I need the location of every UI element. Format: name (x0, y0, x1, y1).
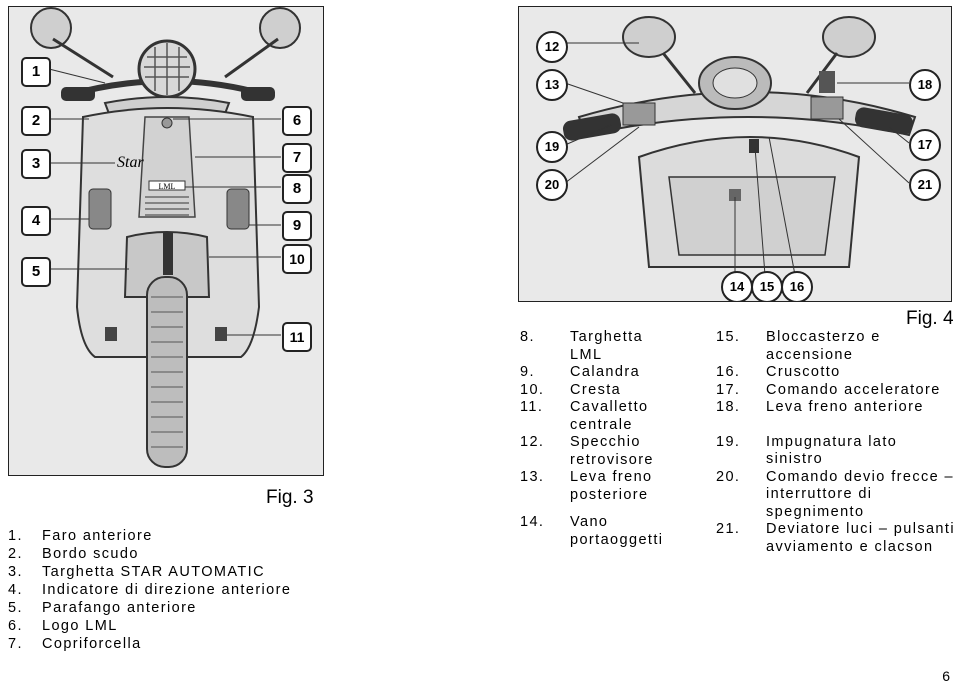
callout-6: 6 (282, 106, 312, 136)
scooter-front-drawing (9, 7, 323, 475)
legend-item: 21. Deviatore luci – pulsanti avviamento e clacson (716, 521, 955, 555)
callout-9: 9 (282, 211, 312, 241)
lml-badge-text: LML (158, 182, 176, 191)
callout-10: 10 (282, 244, 312, 274)
callout-17: 17 (909, 129, 941, 161)
legend-item: 1. Faro anteriore (8, 528, 153, 544)
callout-19: 19 (536, 131, 568, 163)
page-number: 6 (942, 668, 950, 684)
fig4-illustration (518, 6, 952, 302)
callout-5: 5 (21, 257, 51, 287)
callout-18: 18 (909, 69, 941, 101)
legend-item: 20. Comando devio frecce – interruttore di spegnimento (716, 468, 954, 520)
legend-item: 9. Calandra (520, 364, 641, 380)
callout-21: 21 (909, 169, 941, 201)
legend-item: 6. Logo LML (8, 618, 118, 634)
legend-item: 15. Bloccasterzo e accensione (716, 329, 881, 363)
callout-13: 13 (536, 69, 568, 101)
callout-11: 11 (282, 322, 312, 352)
legend-item: 8. Targhetta LML (520, 329, 644, 363)
fig3-illustration (8, 6, 324, 476)
callout-2: 2 (21, 106, 51, 136)
fig3-caption: Fig. 3 (266, 487, 314, 508)
legend-item: 13. Leva freno posteriore (520, 469, 653, 503)
legend-item: 19. Impugnatura lato sinistro (716, 433, 898, 467)
legend-item: 12. Specchio retrovisore (520, 434, 654, 468)
star-emblem-text: Star (117, 154, 144, 171)
fig4-legend-right (716, 329, 956, 556)
handlebar-drawing (519, 7, 951, 301)
callout-1: 1 (21, 57, 51, 87)
legend-item: 4. Indicatore di direzione anteriore (8, 582, 292, 598)
legend-item: 2. Bordo scudo (8, 546, 139, 562)
legend-item: 14. Vano portaoggetti (520, 514, 664, 548)
fig4-legend-left (520, 329, 680, 549)
callout-16: 16 (781, 271, 813, 302)
callout-20: 20 (536, 169, 568, 201)
callout-3: 3 (21, 149, 51, 179)
callout-7: 7 (282, 143, 312, 173)
legend-item: 17. Comando acceleratore (716, 381, 941, 398)
callout-8: 8 (282, 174, 312, 204)
callout-12: 12 (536, 31, 568, 63)
legend-item: 10. Cresta (520, 381, 622, 398)
legend-item: 18. Leva freno anteriore (716, 399, 924, 415)
callout-14: 14 (721, 271, 753, 302)
callout-15: 15 (751, 271, 783, 302)
legend-item: 7. Copriforcella (8, 636, 142, 652)
fig4-caption: Fig. 4 (906, 308, 954, 329)
legend-item: 5. Parafango anteriore (8, 600, 197, 616)
callout-4: 4 (21, 206, 51, 236)
legend-item: 11. Cavalletto centrale (520, 399, 649, 433)
fig3-legend (8, 527, 328, 653)
legend-item: 16. Cruscotto (716, 364, 841, 380)
legend-item: 3. Targhetta STAR AUTOMATIC (8, 564, 265, 580)
